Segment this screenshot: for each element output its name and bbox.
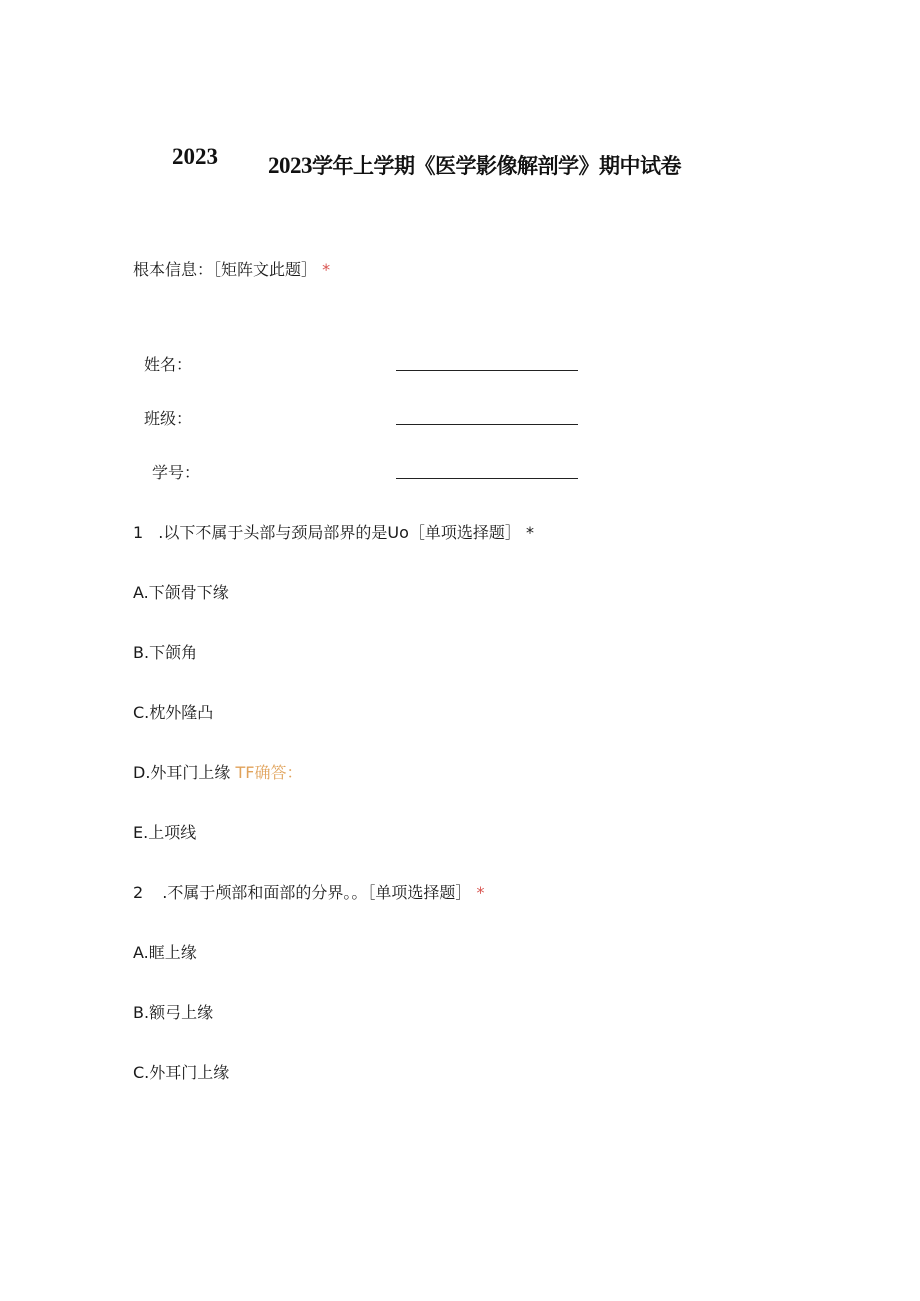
option-c[interactable]: C.外耳门上缘 bbox=[133, 1063, 230, 1082]
student-id-label: 学号： bbox=[152, 463, 201, 482]
header-year: 2023 bbox=[172, 144, 218, 169]
option-a[interactable]: A.下颌骨下缘 bbox=[133, 583, 229, 602]
class-label: 班级： bbox=[144, 409, 193, 428]
name-label: 姓名： bbox=[144, 355, 193, 374]
title-text: 学年上学期《医学影像解剖学》期中试卷 bbox=[312, 154, 681, 178]
student-id-field[interactable] bbox=[396, 478, 578, 479]
class-field[interactable] bbox=[396, 424, 578, 425]
question-2 bbox=[133, 880, 484, 903]
answer-hint: TF确答： bbox=[235, 763, 303, 782]
basic-info-label: 根本信息：［矩阵文此题］ bbox=[133, 260, 318, 279]
question-text: .以下不属于头部与颈局部界的是Uo［单项选择题］ bbox=[158, 523, 521, 542]
option-b[interactable]: B.下颌角 bbox=[133, 643, 198, 662]
page-title bbox=[268, 150, 681, 180]
name-field[interactable] bbox=[396, 370, 578, 371]
title-year: 2023 bbox=[268, 153, 312, 178]
required-mark: * bbox=[525, 523, 534, 542]
question-text: .不属于颅部和面部的分界。。［单项选择题］ bbox=[162, 883, 472, 902]
option-d[interactable] bbox=[133, 760, 303, 783]
option-a[interactable]: A.眶上缘 bbox=[133, 943, 197, 962]
option-b[interactable]: B.额弓上缘 bbox=[133, 1003, 214, 1022]
required-mark: * bbox=[476, 883, 485, 902]
question-1 bbox=[133, 520, 534, 543]
question-number: 2 bbox=[133, 883, 144, 902]
question-number: 1 bbox=[133, 523, 144, 542]
basic-info-heading bbox=[133, 257, 330, 280]
required-mark: * bbox=[322, 260, 331, 279]
option-c[interactable]: C.枕外隆凸 bbox=[133, 703, 214, 722]
option-d-text: D.外耳门上缘 bbox=[133, 763, 231, 782]
option-e[interactable]: E.上项线 bbox=[133, 823, 197, 842]
